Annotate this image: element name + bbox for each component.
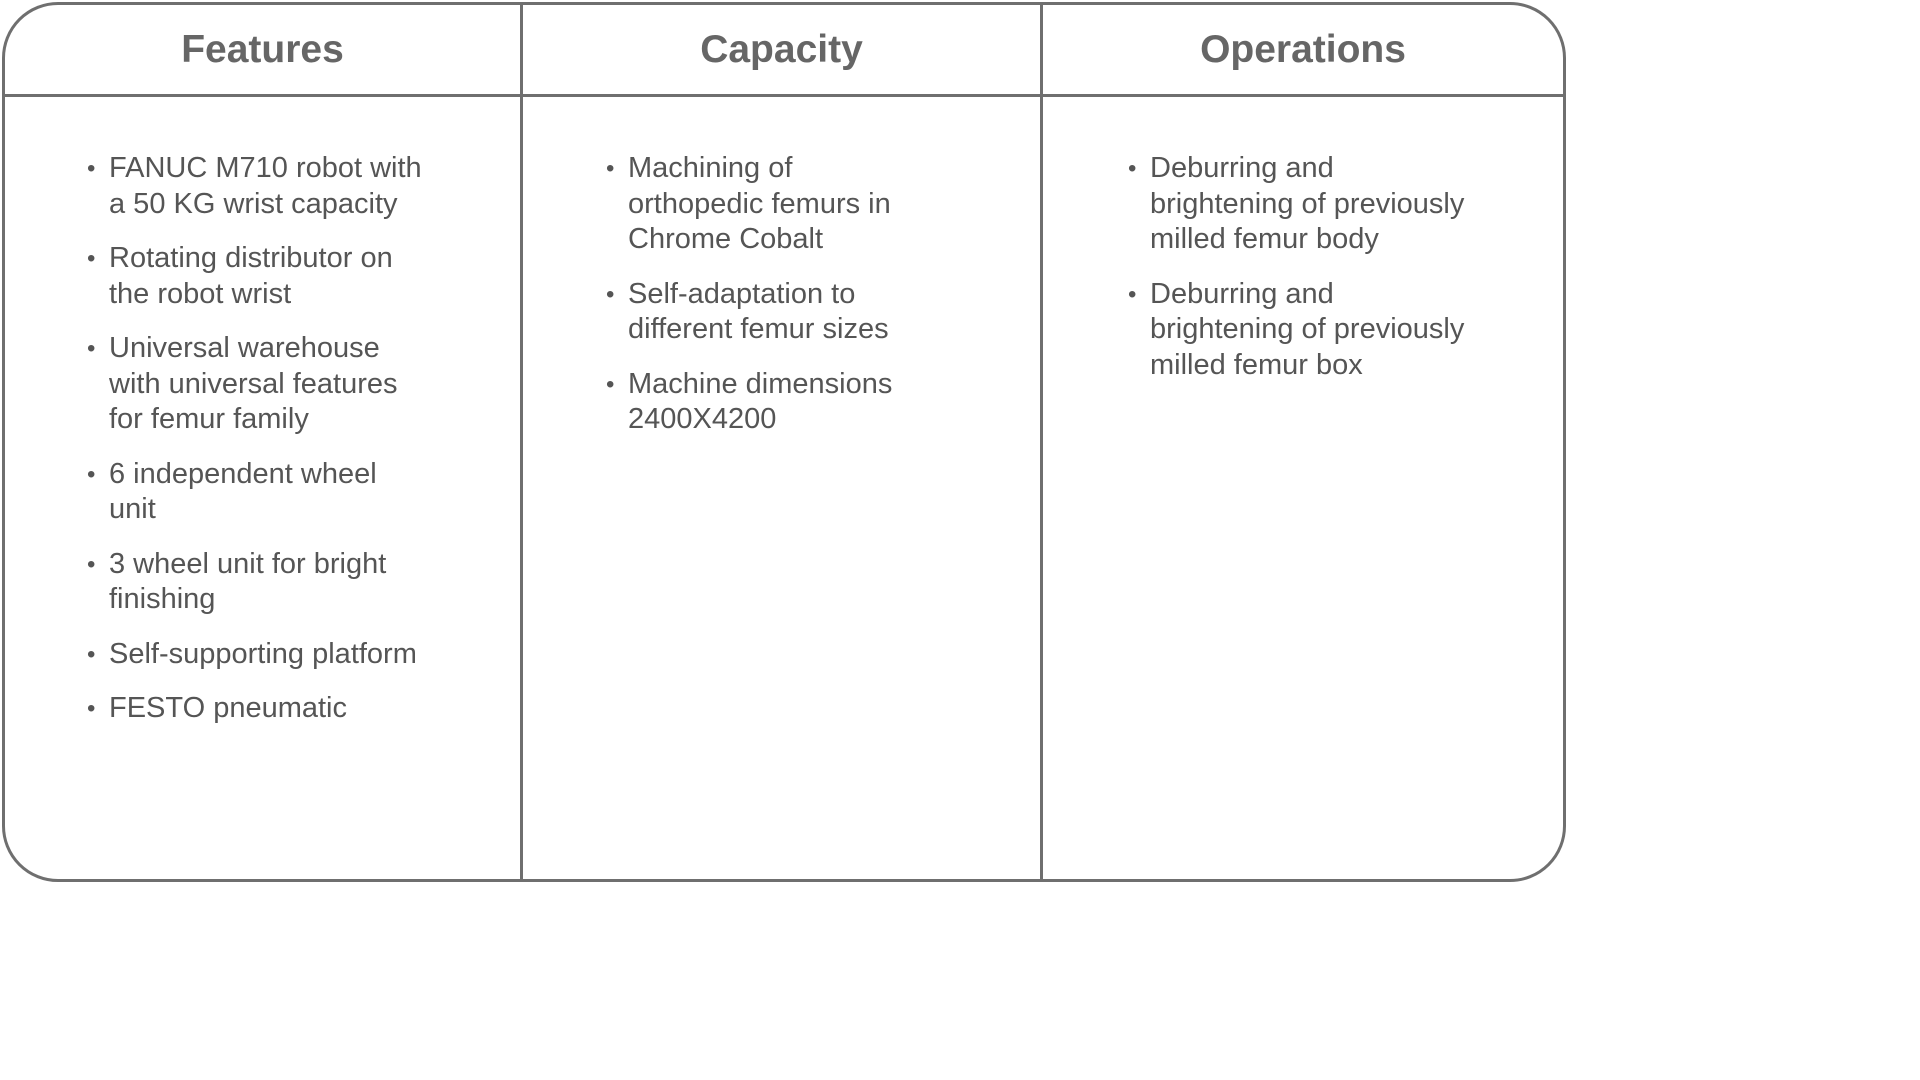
bullet-icon: • xyxy=(606,155,615,182)
list-item xyxy=(87,691,427,727)
operations-body xyxy=(1043,97,1563,879)
list-item xyxy=(606,367,926,438)
operations-list xyxy=(1043,151,1473,383)
bullet-icon: • xyxy=(87,640,96,668)
list-item-text: Deburring and brightening of previously milled femur box xyxy=(1150,277,1465,381)
list-item-text: Universal warehouse with universal features for femur family xyxy=(109,332,398,435)
bullet-icon: • xyxy=(606,280,615,308)
capacity-body xyxy=(523,97,1040,879)
features-list xyxy=(5,151,427,727)
list-item-text: Deburring and brightening of previously milled femur body xyxy=(1150,152,1465,255)
list-item-text: FANUC M710 robot with a 50 KG wrist capacity xyxy=(109,152,422,220)
bullet-icon: • xyxy=(87,550,96,578)
list-item xyxy=(87,331,427,438)
list-item xyxy=(606,151,926,258)
bullet-icon: • xyxy=(1128,155,1137,182)
bullet-icon: • xyxy=(1128,280,1137,308)
list-item-text: Rotating distributor on the robot wrist xyxy=(109,242,393,310)
list-item xyxy=(1128,277,1473,384)
bullet-icon: • xyxy=(87,155,96,182)
list-item-text: 3 wheel unit for bright finishing xyxy=(109,547,387,615)
list-item xyxy=(87,547,427,618)
bullet-icon: • xyxy=(606,370,615,398)
features-column xyxy=(5,5,523,879)
list-item xyxy=(87,151,427,222)
list-item xyxy=(87,637,427,673)
list-item-text: FESTO pneumatic xyxy=(109,692,348,724)
operations-header: Operations xyxy=(1043,5,1563,97)
list-item xyxy=(87,457,427,528)
features-header: Features xyxy=(5,5,520,97)
capacity-header: Capacity xyxy=(523,5,1040,97)
list-item-text: Self-supporting platform xyxy=(109,637,417,670)
list-item-text: Self-adaptation to different femur sizes xyxy=(628,277,889,345)
spec-table xyxy=(2,2,1566,882)
operations-column xyxy=(1043,5,1563,879)
list-item-text: 6 independent wheel unit xyxy=(109,457,377,525)
list-item xyxy=(606,277,926,348)
list-item-text: Machine dimensions 2400X4200 xyxy=(628,367,893,435)
capacity-list xyxy=(523,151,926,438)
features-body xyxy=(5,97,520,879)
capacity-column xyxy=(523,5,1043,879)
list-item xyxy=(1128,151,1473,258)
bullet-icon: • xyxy=(87,695,96,722)
bullet-icon: • xyxy=(87,460,96,488)
list-item-text: Machining of orthopedic femurs in Chrome Cobalt xyxy=(628,152,891,255)
list-item xyxy=(87,241,427,312)
bullet-icon: • xyxy=(87,245,96,272)
bullet-icon: • xyxy=(87,335,96,362)
